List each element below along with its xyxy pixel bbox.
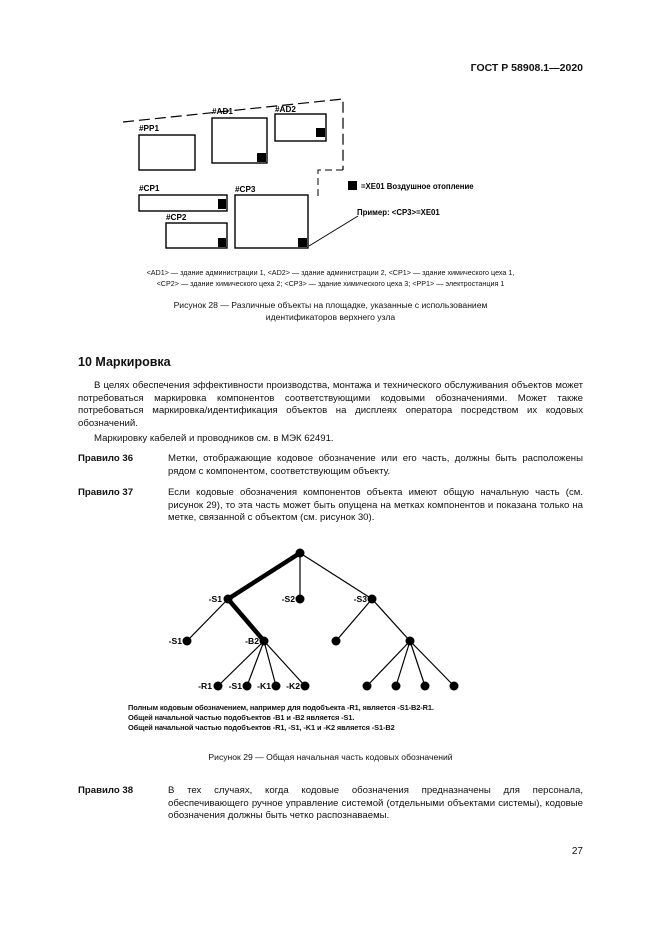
label-xe01: =XE01 Воздушное отопление — [361, 182, 474, 191]
label-k1: -K1 — [257, 681, 271, 691]
xe01-marker-cp2 — [218, 238, 226, 247]
label-s3: -S3 — [353, 594, 367, 604]
figure-29-tree — [187, 553, 454, 686]
building-cp1 — [139, 195, 227, 211]
edge-b-c3 — [410, 641, 425, 686]
xe01-marker-ad2 — [316, 128, 325, 137]
document-header: ГОСТ Р 58908.1—2020 — [470, 62, 583, 74]
label-cp3: #CP3 — [235, 185, 256, 194]
label-k2: -K2 — [286, 681, 300, 691]
label-cp2: #CP2 — [166, 213, 187, 222]
node-root — [296, 549, 305, 558]
edge-s1-s1b — [187, 599, 228, 641]
node-s1b — [183, 637, 192, 646]
node-r1 — [214, 682, 223, 691]
rule-37-text: Если кодовые обозначения компонентов объекта имеют общую начальную часть (см. рисунок 29), то эта часть может быть опущена на метках компонентов и показана только на метке, связанной с объектом (см. рисунок 30). — [168, 487, 583, 523]
label-pp1: #PP1 — [139, 124, 160, 133]
note-line: Общей начальной частью подобъектов -R1, -S1, -K1 и -K2 является -S1-B2 — [128, 723, 395, 732]
rule-37-label: Правило 37 — [78, 487, 134, 498]
rule-36-text: Метки, отображающие кодовое обозначение или его часть, должны быть расположены рядом с компонентом, соответствующим объекту. — [168, 453, 583, 477]
label-b2: -B2 — [245, 636, 259, 646]
rule-38-label: Правило 38 — [78, 785, 134, 796]
label-ad2: #AD2 — [275, 105, 296, 114]
rule-38-text: В тех случаях, когда кодовые обозначения предназначены для персонала, обеспечивающего ручное управление системой (отдельными объектами системы), кодовые обозначения должны быть четко распознаваемы. — [168, 785, 583, 821]
node-c1 — [363, 682, 372, 691]
label-s1: -S1 — [208, 594, 222, 604]
node-s3-a — [332, 637, 341, 646]
node-c3 — [421, 682, 430, 691]
edge-s3-b — [372, 599, 410, 641]
section-title: 10 Маркировка — [78, 355, 171, 369]
node-s3 — [368, 595, 377, 604]
edge-b-c4 — [410, 641, 454, 686]
building-pp1 — [139, 135, 195, 170]
label-cp1: #CP1 — [139, 184, 160, 193]
xe01-marker-ad1 — [257, 153, 266, 162]
building-cp2 — [166, 223, 227, 248]
node-c4 — [450, 682, 459, 691]
figure-28-legend — [60, 267, 601, 289]
section-paragraph: В целях обеспечения эффективности производства, монтажа и технического обслуживания объектов может потребоваться маркировка компонентов соответствующими кодовыми обозначениями. Может также потребоваться маркировка/идентификация объектов на дисплеях оператора посредством их кодовых обозначений. — [78, 380, 583, 429]
xe01-marker-cp1 — [218, 199, 226, 209]
label-s2: -S2 — [281, 594, 295, 604]
label-example: Пример: <CP3>=XE01 — [357, 208, 440, 217]
node-c2 — [392, 682, 401, 691]
figure-28-labels — [139, 105, 474, 222]
section-paragraph: Маркировку кабелей и проводников см. в МЭК 62491. — [94, 433, 334, 444]
figure-29-caption: Рисунок 29 — Общая начальная часть кодовых обозначений — [208, 752, 453, 762]
edge-s1-b2 — [228, 599, 264, 641]
xe01-legend-marker — [348, 181, 357, 190]
node-s2 — [296, 595, 305, 604]
label-s1c: -S1 — [228, 681, 242, 691]
rule-36-label: Правило 36 — [78, 453, 134, 464]
edge-b2-r1 — [218, 641, 264, 686]
node-s3-b — [406, 637, 415, 646]
edge-s3-a — [336, 599, 372, 641]
figure-29-nodes — [183, 549, 459, 691]
edge-b2-s1c — [247, 641, 264, 686]
figure-29-notes — [128, 703, 434, 733]
node-s1 — [224, 595, 233, 604]
node-k1 — [272, 682, 281, 691]
page-number: 27 — [571, 846, 583, 857]
building-cp3 — [235, 195, 308, 248]
caption-line: Рисунок 28 — Различные объекты на площадке, указанные с использованием — [173, 300, 488, 310]
example-pointer-line — [309, 216, 358, 246]
figure-28-diagram — [123, 99, 358, 248]
label-r1: -R1 — [198, 681, 212, 691]
xe01-leader-line — [318, 170, 343, 196]
legend-line: <CP2> — здание химического цеха 2; <CP3> — здание химического цеха 3; <PP1> — электростанция 1 — [156, 279, 505, 288]
label-s1b: -S1 — [168, 636, 182, 646]
xe01-marker-cp3 — [298, 238, 307, 247]
note-line: Общей начальной частью подобъектов -B1 и -B2 является -S1. — [128, 713, 355, 722]
caption-line: идентификаторов верхнего узла — [265, 312, 396, 322]
node-b2 — [260, 637, 269, 646]
label-ad1: #AD1 — [212, 107, 233, 116]
node-s1c — [243, 682, 252, 691]
edge-root-s1 — [228, 553, 300, 599]
node-k2 — [301, 682, 310, 691]
legend-line: <AD1> — здание администрации 1, <AD2> — здание администрации 2, <CP1> — здание химического цеха 1, — [146, 268, 515, 277]
figure-28-caption — [60, 299, 601, 323]
note-line: Полным кодовым обозначением, например для подобъекта -R1, является -S1-B2-R1. — [128, 703, 434, 712]
edge-root-s3 — [300, 553, 372, 599]
